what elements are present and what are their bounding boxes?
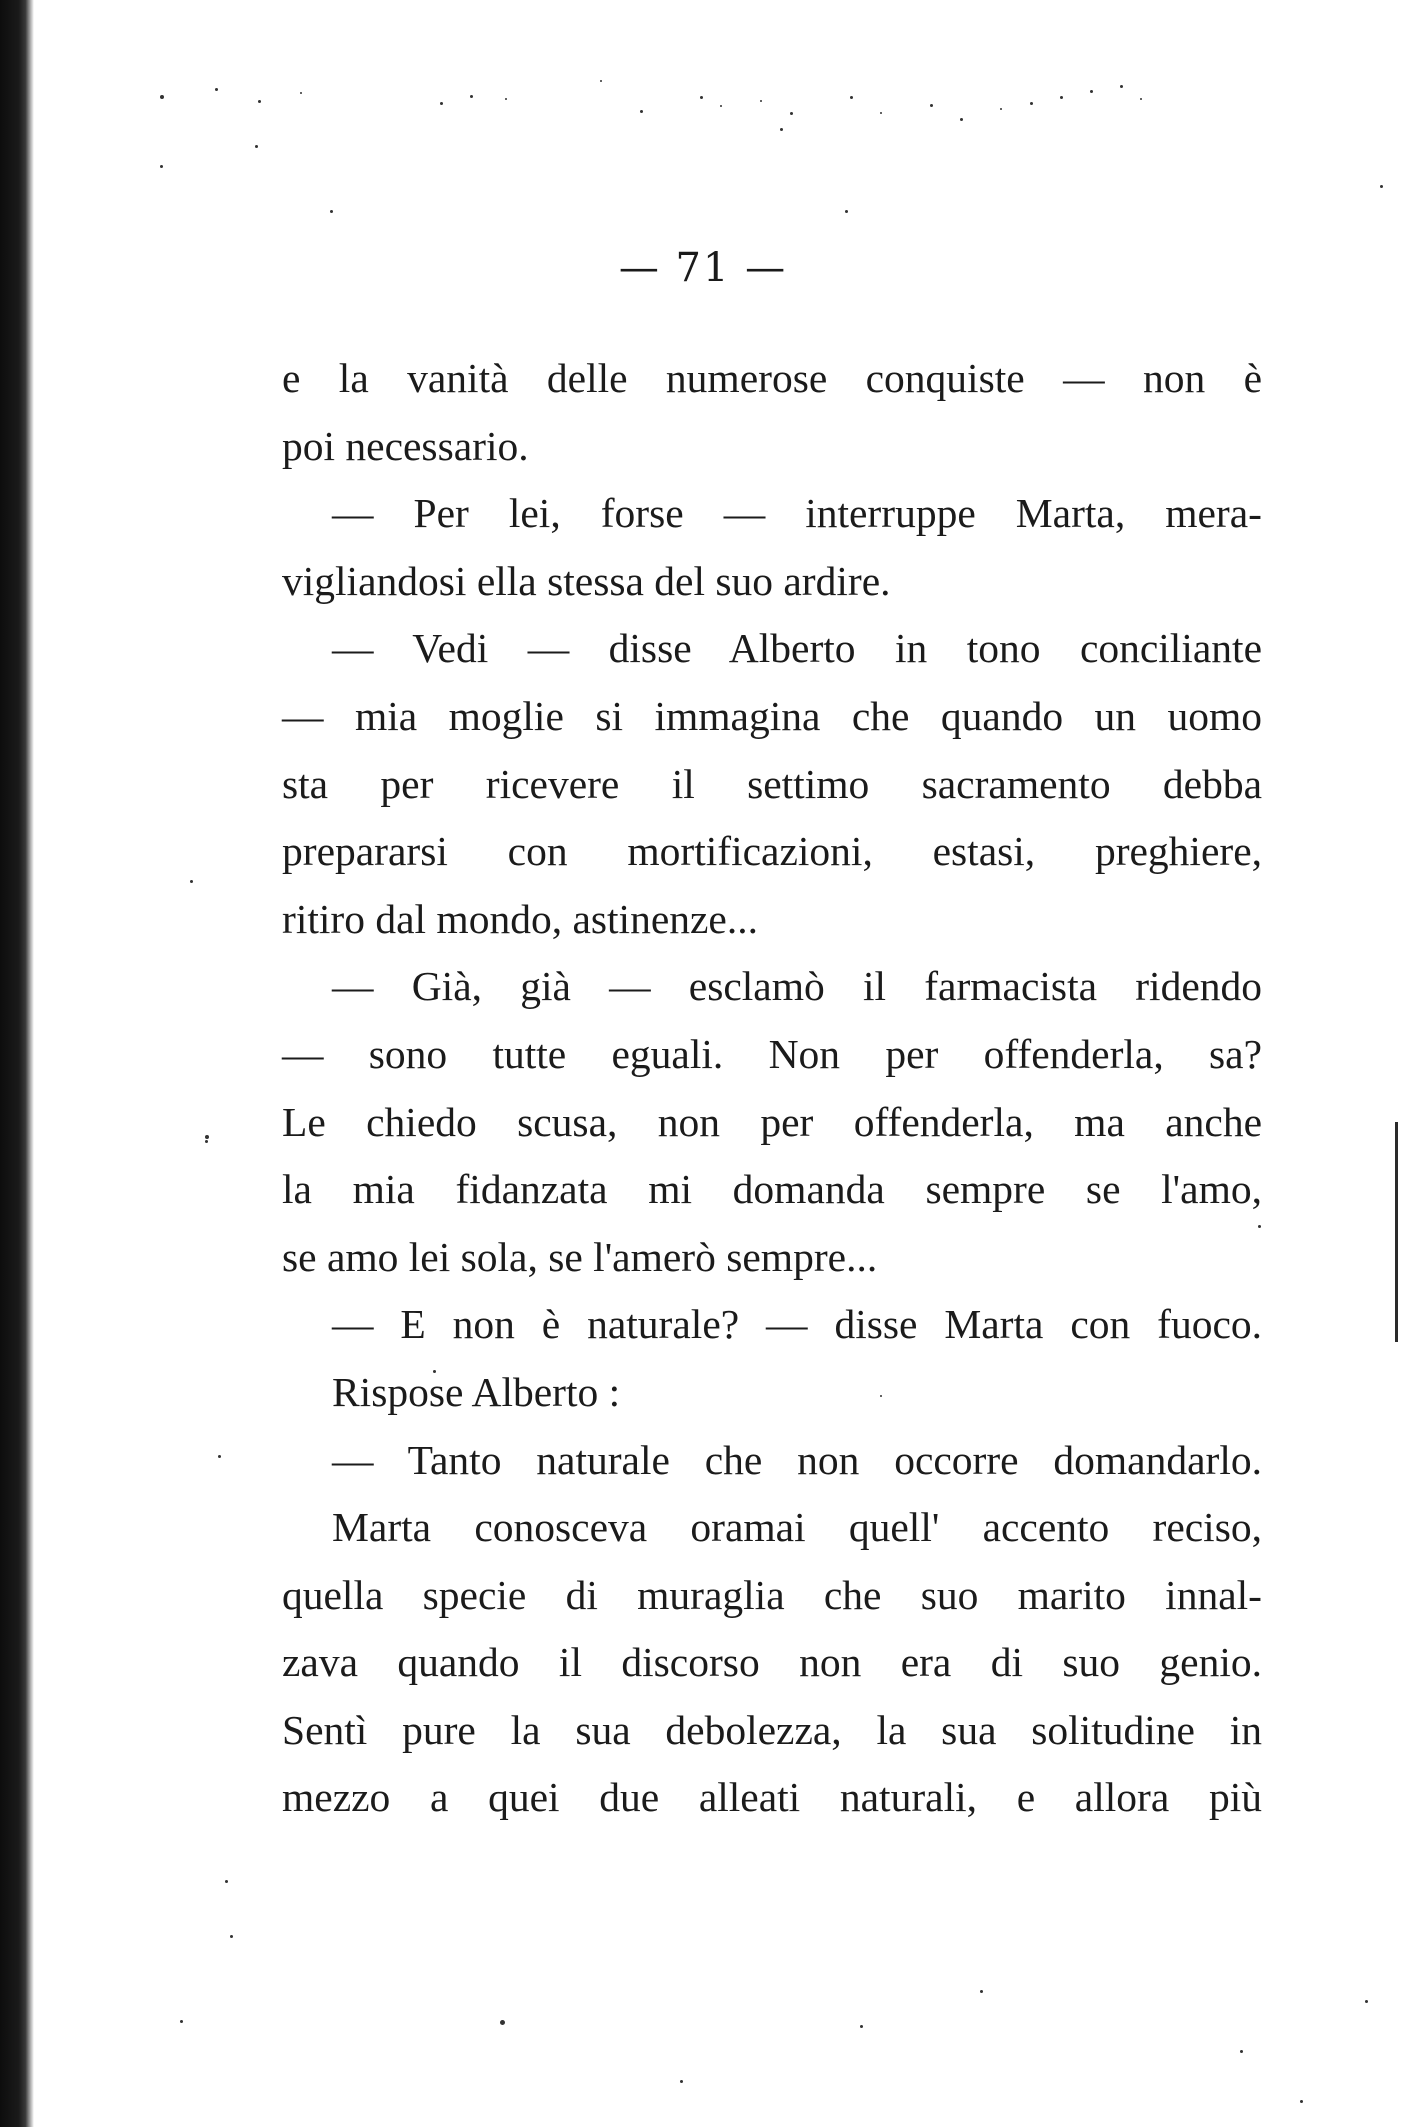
scan-speck — [930, 104, 933, 107]
scan-speck — [700, 96, 703, 99]
text-line: Sentì pure la sua debolezza, la sua solitudine in — [282, 1706, 1262, 1753]
text-line: vigliandosi ella stessa del suo ardire. — [282, 557, 891, 604]
scan-speck — [600, 80, 602, 82]
scan-speck — [255, 145, 258, 148]
text-line: — Già, già — esclamò il farmacista ridendo — [332, 963, 1262, 1010]
scan-speck — [215, 88, 218, 91]
text-line: sta per ricevere il settimo sacramento debba — [282, 760, 1262, 807]
body-text — [282, 345, 1262, 1832]
page-number: — 71 — — [618, 245, 788, 291]
scan-speck — [258, 100, 261, 103]
text-line: — Vedi — disse Alberto in tono conciliante — [332, 625, 1262, 672]
scan-speck — [500, 2020, 505, 2025]
scan-speck — [1380, 185, 1383, 188]
scan-speck — [860, 2025, 863, 2028]
binding-edge — [0, 0, 34, 2127]
text-line: — mia moglie si immagina che quando un uomo — [282, 692, 1262, 739]
scan-speck — [880, 112, 882, 114]
scan-speck — [440, 102, 443, 105]
scan-speck — [1000, 108, 1002, 110]
text-line: — Tanto naturale che non occorre domandarlo. — [332, 1436, 1262, 1483]
text-line: Marta conosceva oramai quell' accento reciso, — [332, 1504, 1262, 1551]
scan-speck — [205, 1140, 208, 1143]
text-line: la mia fidanzata mi domanda sempre se l'amo, — [282, 1166, 1262, 1213]
scan-speck — [470, 95, 473, 98]
scan-speck — [780, 128, 783, 131]
scan-speck — [1240, 2050, 1243, 2053]
text-line: poi necessario. — [282, 422, 529, 469]
text-line: e la vanità delle numerose conquiste — non è — [282, 355, 1262, 401]
scan-speck — [1030, 102, 1033, 105]
page-edge-mark — [1395, 1122, 1398, 1342]
scan-speck — [640, 110, 643, 113]
scan-speck — [720, 105, 722, 107]
scan-speck — [160, 165, 163, 168]
text-line: Le chiedo scusa, non per offenderla, ma anche — [282, 1098, 1262, 1145]
scan-speck — [960, 118, 963, 121]
text-line: prepararsi con mortificazioni, estasi, preghiere, — [282, 828, 1262, 875]
text-line: zava quando il discorso non era di suo genio. — [282, 1639, 1262, 1686]
scan-speck — [1300, 2100, 1303, 2103]
scan-speck — [330, 210, 333, 213]
text-line: se amo lei sola, se l'amerò sempre... — [282, 1233, 878, 1280]
scan-speck — [218, 1455, 221, 1458]
scan-speck — [1120, 85, 1123, 88]
scan-speck — [160, 95, 164, 99]
text-line: quella specie di muraglia che suo marito innal- — [282, 1571, 1262, 1618]
scan-speck — [230, 1935, 233, 1938]
scan-speck — [1060, 96, 1063, 99]
scan-speck — [790, 112, 793, 115]
scan-speck — [850, 96, 853, 99]
text-line: Rispose Alberto : — [332, 1368, 621, 1415]
scan-speck — [180, 2020, 183, 2023]
text-line: — E non è naturale? — disse Marta con fuoco. — [332, 1301, 1262, 1348]
scan-speck — [1365, 2000, 1368, 2003]
scan-speck — [505, 98, 507, 100]
scan-speck — [1090, 90, 1093, 93]
scan-speck — [190, 880, 193, 883]
scan-speck — [300, 92, 302, 94]
scan-speck — [845, 210, 848, 213]
scan-speck — [760, 100, 762, 102]
scan-speck — [205, 1135, 209, 1139]
scan-speck — [1140, 98, 1142, 100]
text-line: — Per lei, forse — interruppe Marta, mera- — [332, 490, 1262, 537]
scan-speck — [225, 1880, 228, 1883]
text-line: ritiro dal mondo, astinenze... — [282, 895, 758, 942]
scan-speck — [980, 1990, 983, 1993]
text-line: — sono tutte eguali. Non per offenderla, sa? — [282, 1030, 1262, 1077]
text-line: mezzo a quei due alleati naturali, e allora più — [282, 1774, 1262, 1821]
scan-speck — [680, 2080, 683, 2083]
